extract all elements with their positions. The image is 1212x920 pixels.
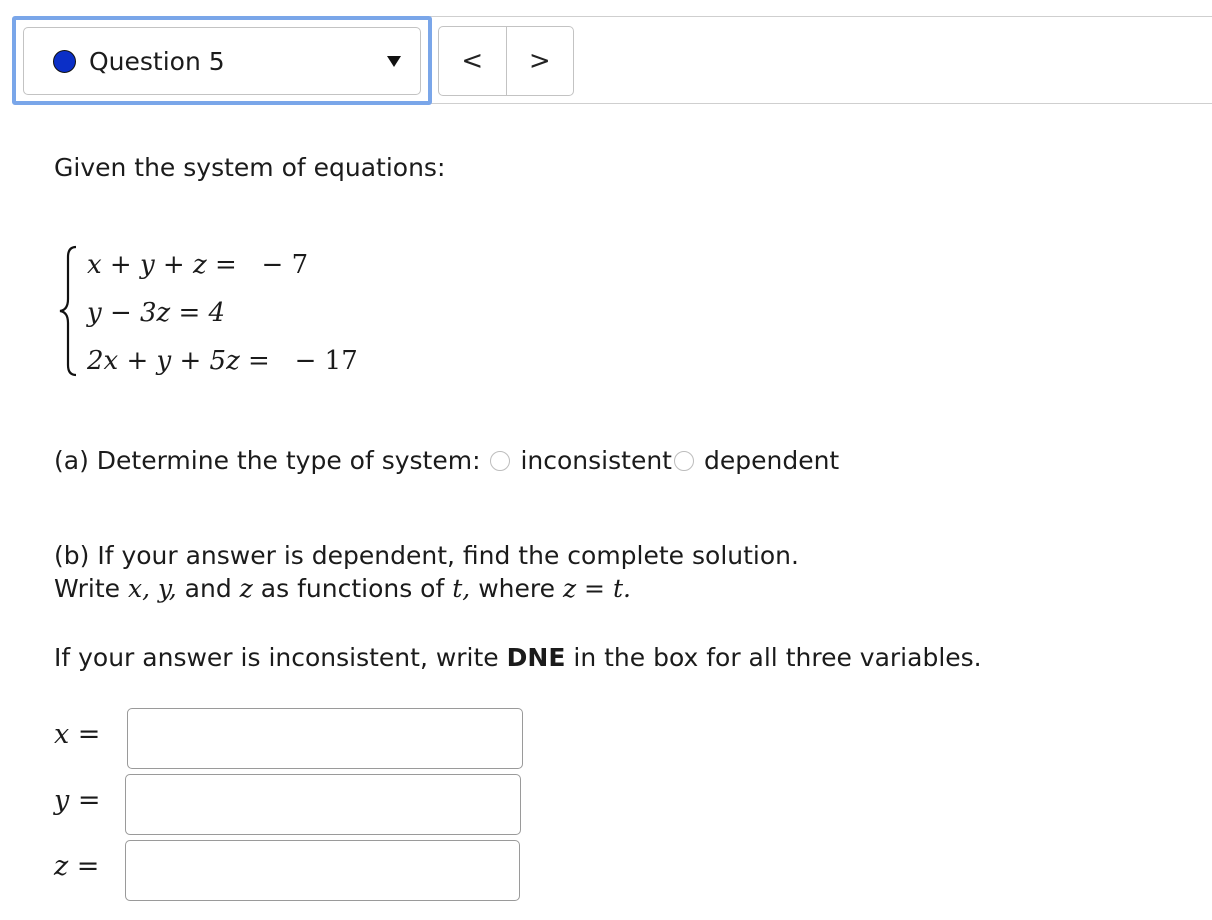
y-label: y = <box>54 785 101 816</box>
var-t: t, <box>452 574 471 603</box>
inconsistent-radio[interactable] <box>490 451 510 471</box>
equation-2-lhs: y − 3z = 4 <box>87 298 226 328</box>
next-question-button[interactable] <box>507 27 574 95</box>
z-equals-t: z = t. <box>562 574 631 603</box>
part-b-write: Write <box>54 574 121 603</box>
equation-1-rhs: − 7 <box>261 250 309 280</box>
var-y: y, <box>157 574 177 603</box>
part-b-as-functions: as functions of <box>260 574 445 603</box>
part-b-line-1: (b) If your answer is dependent, find the complete solution. <box>54 541 799 570</box>
x-answer-input[interactable] <box>127 708 523 769</box>
x-label: x = <box>54 719 101 750</box>
var-x: x, <box>127 574 151 603</box>
dne-suffix: in the box for all three variables. <box>573 643 982 672</box>
question-select-focus-ring <box>12 16 432 105</box>
dependent-option-label[interactable]: dependent <box>703 446 840 475</box>
equation-3-lhs: 2x + y + 5z = <box>87 346 270 376</box>
dne-word: DNE <box>506 643 566 672</box>
chevron-left-icon: < <box>461 46 484 76</box>
equation-3-rhs: − 17 <box>294 346 358 376</box>
previous-question-button[interactable] <box>439 27 507 95</box>
z-label: z = <box>54 851 100 882</box>
dne-instruction <box>54 643 982 672</box>
part-b-and: and <box>184 574 232 603</box>
part-a-prompt: (a) Determine the type of system: <box>54 446 481 475</box>
problem-intro: Given the system of equations: <box>54 153 446 182</box>
question-label: Question 5 <box>89 46 225 76</box>
inconsistent-option-label[interactable]: inconsistent <box>520 446 672 475</box>
part-a-row <box>54 446 839 475</box>
system-brace-icon <box>58 245 80 377</box>
question-status-icon <box>53 50 76 73</box>
equation-1-lhs: x + y + z = <box>87 250 237 280</box>
equation-3 <box>87 346 358 376</box>
equation-1 <box>87 250 308 280</box>
z-answer-input[interactable] <box>125 840 520 901</box>
y-answer-input[interactable] <box>125 774 521 835</box>
bottom-divider <box>430 103 1212 104</box>
caret-down-icon <box>387 56 401 67</box>
dne-prefix: If your answer is inconsistent, write <box>54 643 499 672</box>
top-divider <box>430 16 1212 17</box>
var-z: z <box>239 574 253 603</box>
chevron-right-icon: > <box>528 46 551 76</box>
part-b-where: where <box>478 574 555 603</box>
part-b-line-2 <box>54 574 631 603</box>
dependent-radio[interactable] <box>674 451 694 471</box>
question-nav-group <box>438 26 574 96</box>
question-select[interactable] <box>23 27 421 95</box>
equation-2 <box>87 298 225 328</box>
